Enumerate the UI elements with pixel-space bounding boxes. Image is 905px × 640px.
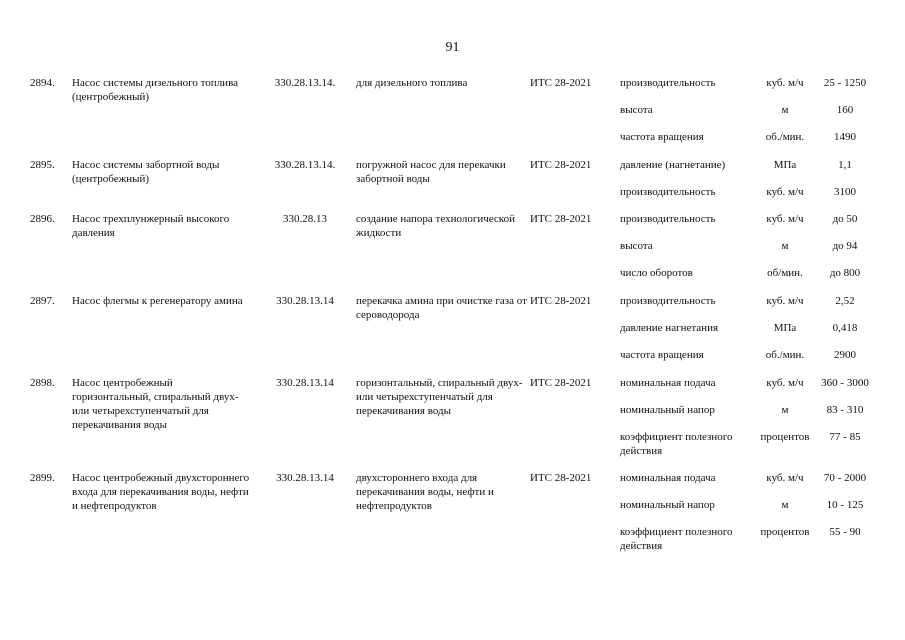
parameter-row (620, 185, 900, 212)
parameter-name: коэффициент полезного действия (620, 431, 733, 457)
equipment-name: Насос флегмы к регенератору амина (72, 295, 243, 307)
parameter-list (620, 376, 900, 458)
parameter-row (620, 158, 900, 185)
itc-reference: ИТС 28-2021 (530, 472, 592, 484)
row-number: 2896. (30, 213, 55, 225)
equipment-name: Насос трехплунжерный высокого давления (72, 213, 230, 239)
table-row (0, 471, 905, 561)
parameter-value: 1,1 (838, 159, 852, 171)
okpd-code: 330.28.13.14. (274, 77, 336, 89)
row-number: 2898. (30, 377, 55, 389)
parameter-unit: куб. м/ч (766, 77, 804, 89)
parameter-list (620, 471, 900, 553)
equipment-purpose: для дизельного топлива (356, 77, 468, 89)
parameter-value: до 50 (832, 213, 858, 225)
parameter-name: производительность (620, 295, 716, 307)
parameter-value: 25 - 1250 (823, 77, 867, 89)
parameter-row (620, 498, 900, 525)
parameter-row (620, 130, 900, 157)
parameter-row (620, 103, 900, 130)
parameter-name: частота вращения (620, 131, 704, 143)
parameter-value: 160 (836, 104, 854, 116)
parameter-list (620, 212, 900, 293)
okpd-code: 330.28.13.14 (276, 295, 334, 307)
parameter-unit: куб. м/ч (766, 377, 804, 389)
parameter-unit: МПа (773, 159, 797, 171)
parameter-name: давление нагнетания (620, 322, 719, 334)
parameter-unit: куб. м/ч (766, 213, 804, 225)
parameter-row (620, 525, 900, 553)
itc-reference: ИТС 28-2021 (530, 213, 592, 225)
parameter-value: до 94 (832, 240, 858, 252)
parameter-row (620, 212, 900, 239)
equipment-purpose: перекачка амина при очистке газа от сероводорода (356, 295, 527, 321)
equipment-name: Насос центробежный горизонтальный, спиральный двух- или четырехступенчатый для перекачивания воды (72, 377, 239, 431)
parameter-name: номинальный напор (620, 499, 715, 511)
parameter-value: 83 - 310 (826, 404, 864, 416)
parameter-unit: куб. м/ч (766, 186, 804, 198)
parameter-row (620, 348, 900, 375)
itc-reference: ИТС 28-2021 (530, 77, 592, 89)
parameter-unit: процентов (760, 431, 810, 443)
parameter-unit: МПа (773, 322, 797, 334)
parameter-name: коэффициент полезного действия (620, 526, 733, 552)
table-row (0, 294, 905, 376)
parameter-unit: м (781, 404, 789, 416)
parameter-name: высота (620, 240, 653, 252)
okpd-code: 330.28.13.14 (276, 377, 334, 389)
parameter-value: 55 - 90 (829, 526, 861, 538)
equipment-name: Насос системы дизельного топлива (центробежный) (72, 77, 239, 103)
equipment-purpose: горизонтальный, спиральный двух- или четырехступенчатый для перекачивания воды (356, 377, 523, 417)
parameter-row (620, 266, 900, 293)
parameter-value: 0,418 (832, 322, 858, 334)
parameter-name: производительность (620, 77, 716, 89)
parameter-row (620, 403, 900, 430)
parameter-value: 3100 (834, 186, 856, 198)
parameter-name: давление (нагнетание) (620, 159, 726, 171)
parameter-unit: процентов (760, 526, 810, 538)
row-number: 2894. (30, 77, 55, 89)
parameter-name: номинальная подача (620, 472, 716, 484)
parameter-unit: куб. м/ч (766, 472, 804, 484)
parameter-list (620, 158, 900, 212)
parameter-name: число оборотов (620, 267, 693, 279)
okpd-code: 330.28.13.14. (274, 159, 336, 171)
parameter-unit: об./мин. (765, 131, 805, 143)
parameter-value: 70 - 2000 (823, 472, 867, 484)
parameter-unit: об./мин. (765, 349, 805, 361)
parameter-row (620, 76, 900, 103)
page-number: 91 (445, 40, 460, 55)
parameter-value: 10 - 125 (826, 499, 864, 511)
parameter-unit: об/мин. (767, 267, 803, 279)
parameter-unit: м (781, 499, 789, 511)
itc-reference: ИТС 28-2021 (530, 295, 592, 307)
parameter-row (620, 321, 900, 348)
itc-reference: ИТС 28-2021 (530, 159, 592, 171)
parameter-row (620, 471, 900, 498)
equipment-purpose: двухстороннего входа для перекачивания воды, нефти и нефтепродуктов (356, 472, 494, 512)
table-row (0, 76, 905, 158)
parameter-name: производительность (620, 186, 716, 198)
table-row (0, 376, 905, 471)
parameter-unit: куб. м/ч (766, 295, 804, 307)
parameter-list (620, 294, 900, 375)
parameter-unit: м (781, 240, 789, 252)
equipment-table (0, 76, 905, 561)
equipment-purpose: погружной насос для перекачки забортной воды (356, 159, 506, 185)
parameter-row (620, 239, 900, 266)
equipment-name: Насос системы забортной воды (центробежный) (72, 159, 220, 185)
parameter-row (620, 294, 900, 321)
table-row (0, 158, 905, 212)
row-number: 2895. (30, 159, 55, 171)
parameter-value: до 800 (829, 267, 861, 279)
parameter-name: частота вращения (620, 349, 704, 361)
okpd-code: 330.28.13.14 (276, 472, 334, 484)
parameter-name: номинальный напор (620, 404, 715, 416)
parameter-value: 77 - 85 (829, 431, 861, 443)
table-row (0, 212, 905, 294)
parameter-name: номинальная подача (620, 377, 716, 389)
parameter-name: высота (620, 104, 653, 116)
row-number: 2897. (30, 295, 55, 307)
row-number: 2899. (30, 472, 55, 484)
parameter-value: 1490 (834, 131, 856, 143)
parameter-value: 2,52 (835, 295, 855, 307)
okpd-code: 330.28.13 (283, 213, 327, 225)
parameter-value: 2900 (834, 349, 856, 361)
parameter-unit: м (781, 104, 789, 116)
parameter-value: 360 - 3000 (821, 377, 869, 389)
parameter-name: производительность (620, 213, 716, 225)
equipment-name: Насос центробежный двухстороннего входа для перекачивания воды, нефти и нефтепродуктов (72, 472, 250, 512)
equipment-purpose: создание напора технологической жидкости (356, 213, 515, 239)
itc-reference: ИТС 28-2021 (530, 377, 592, 389)
parameter-row (620, 430, 900, 458)
parameter-list (620, 76, 900, 157)
parameter-row (620, 376, 900, 403)
